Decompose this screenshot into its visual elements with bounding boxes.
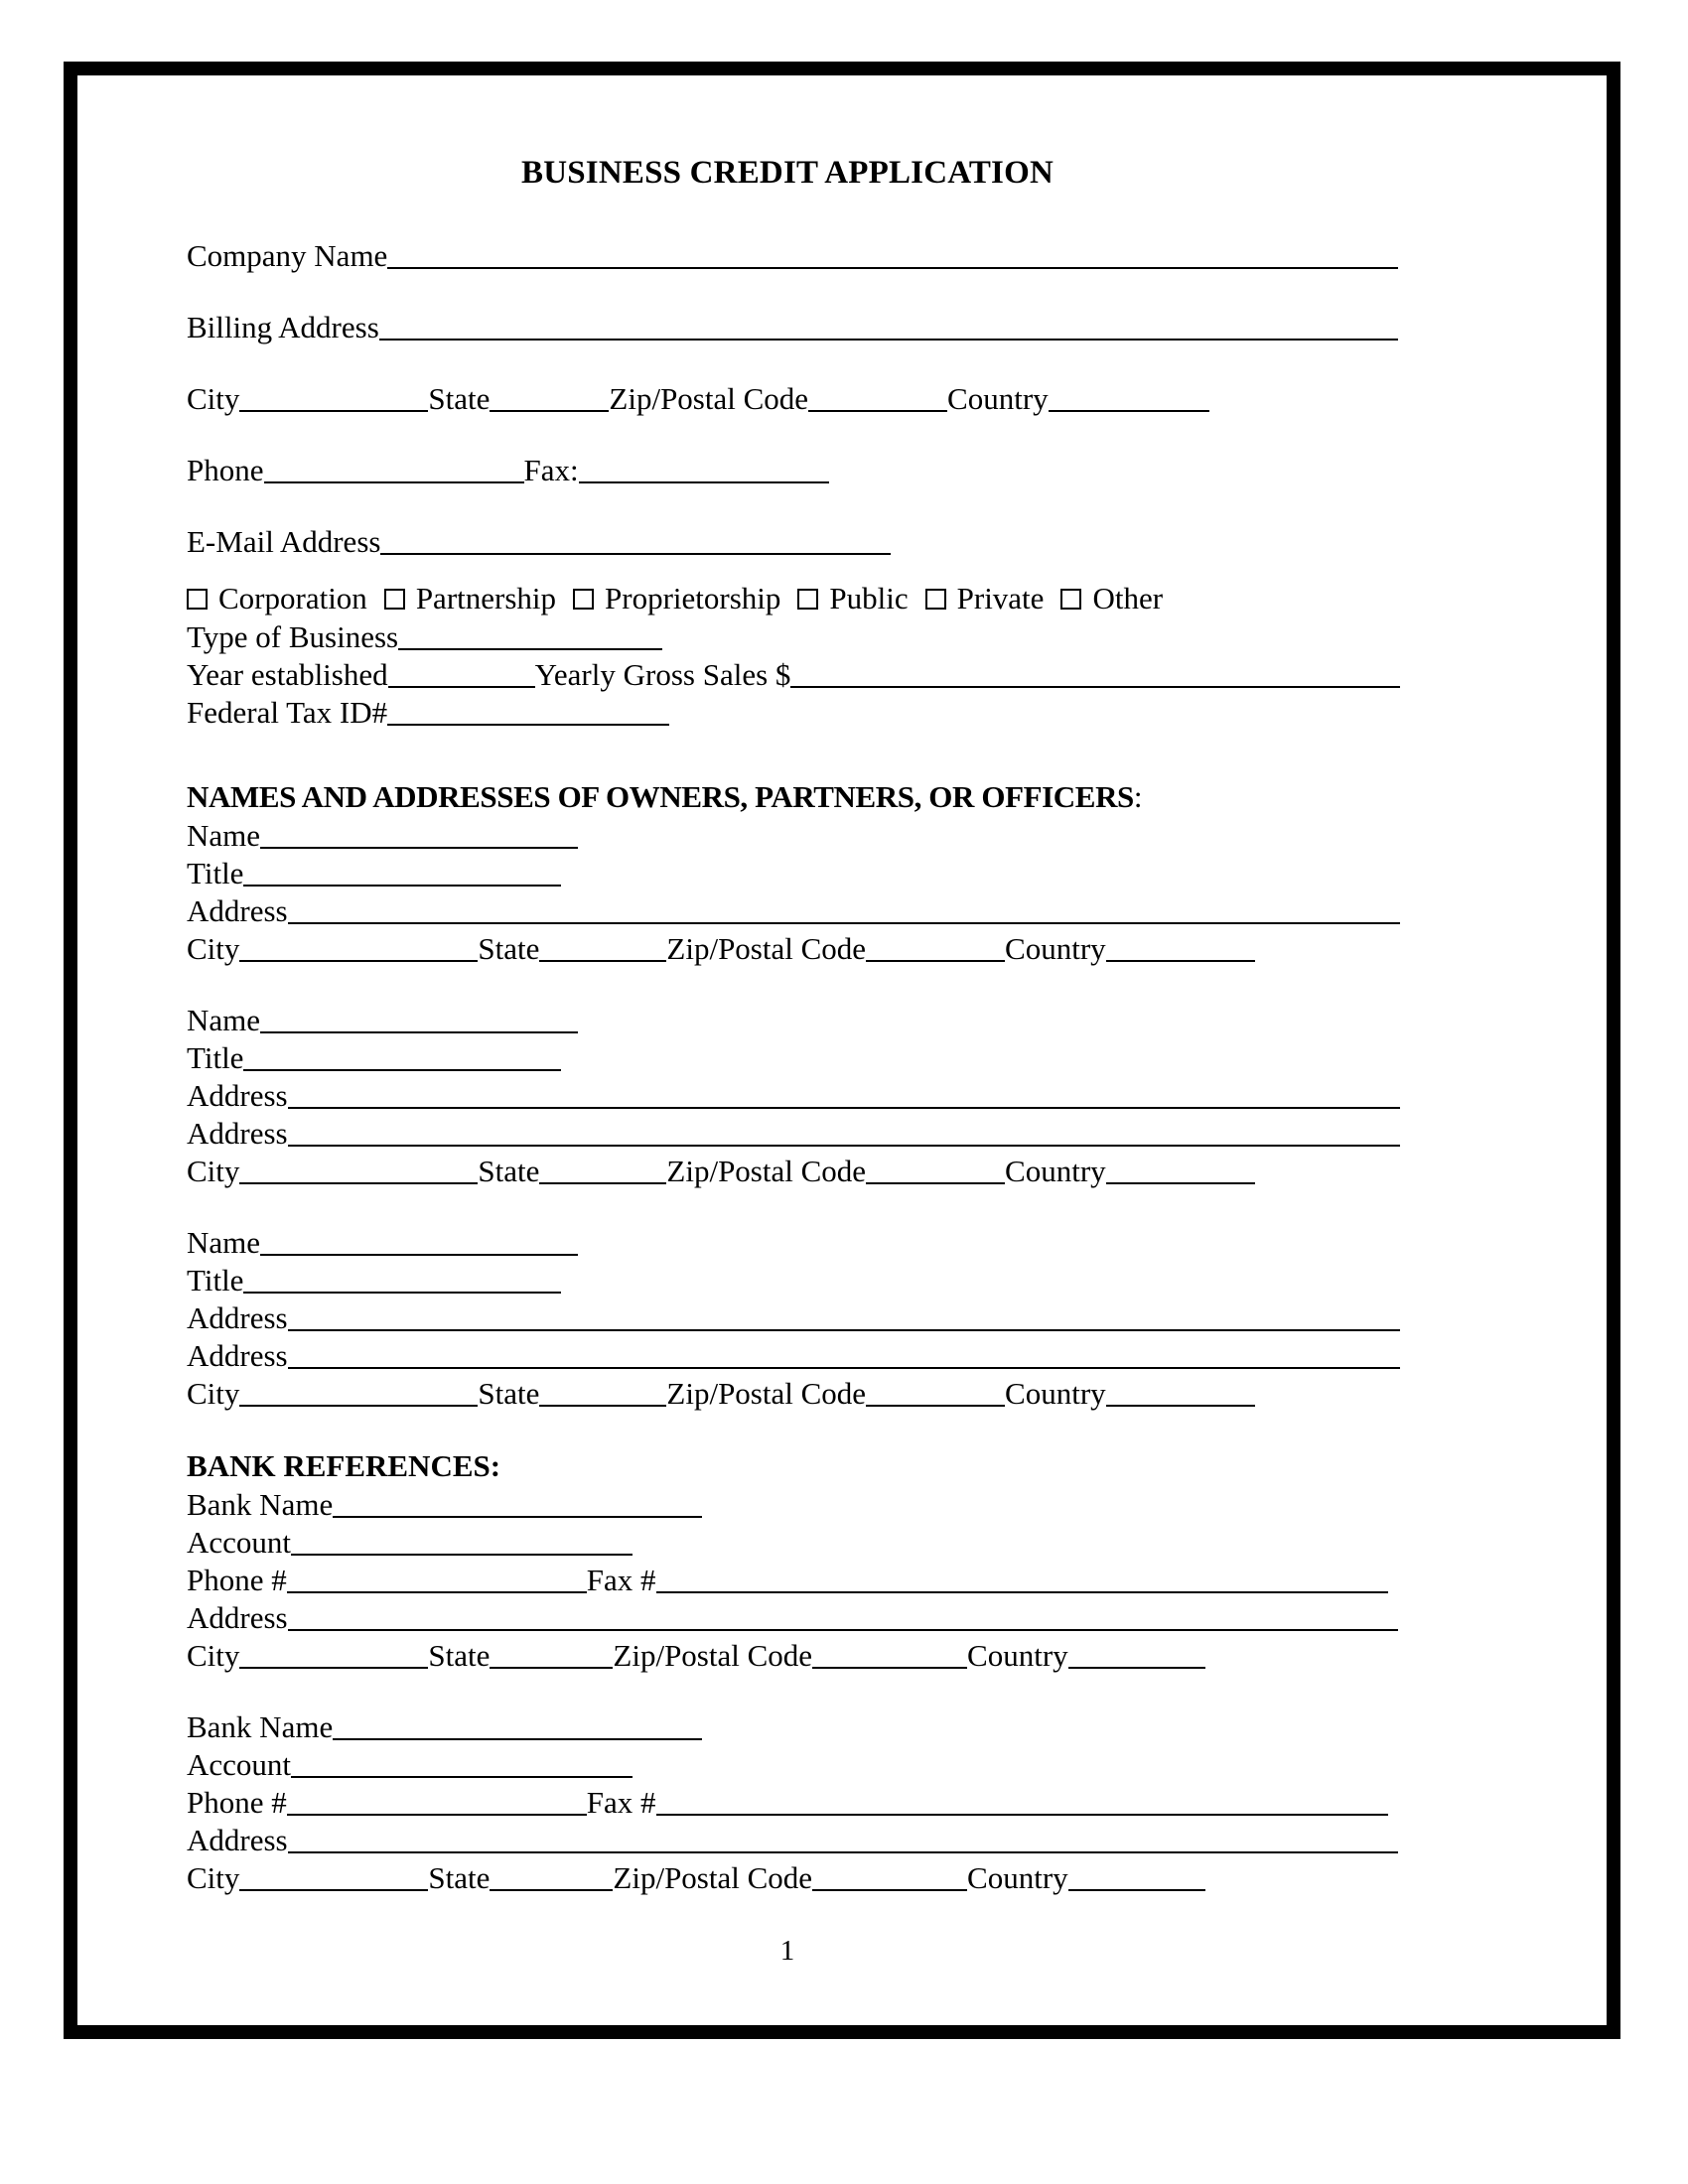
bank-phone-label: Phone # <box>187 1785 287 1820</box>
field-company-name <box>187 237 1547 275</box>
owner-city-input-line[interactable] <box>239 1379 478 1407</box>
document-body <box>187 155 1547 2025</box>
owner-city-input-line[interactable] <box>239 1157 478 1184</box>
bank-phone-input-line[interactable] <box>287 1788 587 1816</box>
bank-country-label: Country <box>967 1638 1068 1673</box>
owner-address-2-input-line[interactable] <box>288 1119 1400 1147</box>
field-bank-city-state-zip-country <box>187 1859 1547 1897</box>
field-bank-address <box>187 1822 1547 1859</box>
zip-label: Zip/Postal Code <box>609 381 809 416</box>
field-owner-address-2 <box>187 1115 1547 1153</box>
owner-title-label: Title <box>187 856 244 890</box>
owner-address-2-label: Address <box>187 1338 288 1373</box>
owner-country-label: Country <box>1005 1376 1106 1411</box>
checkbox-private-label: Private <box>956 581 1045 615</box>
field-owner-city-state-zip-country <box>187 930 1547 968</box>
owner-city-label: City <box>187 1376 240 1411</box>
country-input-line[interactable] <box>1062 384 1209 412</box>
owner-address-label: Address <box>187 893 288 928</box>
field-bank-name <box>187 1708 1547 1746</box>
bank-fax-label: Fax # <box>586 1563 656 1597</box>
owner-address-2-label: Address <box>187 1116 288 1151</box>
field-bank-name <box>187 1486 1547 1524</box>
field-owner-name <box>187 1224 1547 1262</box>
owner-block <box>187 1224 1547 1413</box>
field-owner-name <box>187 1002 1547 1039</box>
email-label: E-Mail Address <box>187 524 381 559</box>
field-company-phone-fax <box>187 452 1547 489</box>
bank-zip-input-line[interactable] <box>812 1863 967 1891</box>
owner-country-input-line[interactable] <box>1120 1379 1255 1407</box>
bank-address-label: Address <box>187 1823 288 1857</box>
field-owner-address <box>187 1299 1547 1337</box>
state-label: State <box>428 381 491 416</box>
owner-address-input-line[interactable] <box>288 1303 1400 1331</box>
checkbox-public[interactable] <box>797 589 818 610</box>
owner-title-input-line[interactable] <box>257 1043 561 1071</box>
bank-country-label: Country <box>967 1860 1068 1895</box>
owner-zip-label: Zip/Postal Code <box>666 1154 867 1188</box>
owner-zip-label: Zip/Postal Code <box>666 931 867 966</box>
bank-references-heading: BANK REFERENCES: <box>187 1448 501 1483</box>
bank-fax-input-line[interactable] <box>656 1788 1389 1816</box>
billing-address-label: Billing Address <box>187 310 379 344</box>
bank-phone-label: Phone # <box>187 1563 287 1597</box>
bank-name-input-line[interactable] <box>347 1712 702 1740</box>
state-input-line[interactable] <box>490 384 609 412</box>
owner-name-input-line[interactable] <box>260 1228 578 1256</box>
email-input-line[interactable] <box>394 527 891 555</box>
checkbox-other-label: Other <box>1092 581 1164 615</box>
owner-state-input-line[interactable] <box>539 934 666 962</box>
bank-state-label: State <box>428 1638 491 1673</box>
owner-zip-input-line[interactable] <box>866 1157 1005 1184</box>
owners-heading-text: NAMES AND ADDRESSES OF OWNERS, PARTNERS, OR OFFICERS <box>187 779 1134 814</box>
zip-input-line[interactable] <box>808 384 947 412</box>
field-year-established-gross-sales <box>187 656 1547 694</box>
bank-address-label: Address <box>187 1600 288 1635</box>
bank-city-label: City <box>187 1860 240 1895</box>
owner-state-input-line[interactable] <box>539 1157 666 1184</box>
field-company-city-state-zip-country <box>187 380 1547 418</box>
owner-state-input-line[interactable] <box>539 1379 666 1407</box>
bank-zip-input-line[interactable] <box>812 1641 967 1669</box>
field-type-of-business <box>187 618 1547 656</box>
bank-address-input-line[interactable] <box>288 1826 1398 1853</box>
owner-name-input-line[interactable] <box>260 821 578 849</box>
owner-zip-input-line[interactable] <box>866 934 1005 962</box>
field-owner-title <box>187 1039 1547 1077</box>
bank-phone-input-line[interactable] <box>287 1566 587 1593</box>
owner-name-label: Name <box>187 1225 261 1260</box>
bank-state-input-line[interactable] <box>490 1863 613 1891</box>
bank-reference-block <box>187 1708 1547 1897</box>
city-label: City <box>187 381 240 416</box>
owner-name-label: Name <box>187 1003 261 1037</box>
checkbox-proprietorship-label: Proprietorship <box>605 581 781 615</box>
field-bank-phone-fax <box>187 1784 1547 1822</box>
bank-account-input-line[interactable] <box>305 1750 633 1778</box>
owner-title-label: Title <box>187 1040 244 1075</box>
owner-address-input-line[interactable] <box>288 896 1400 924</box>
field-bank-city-state-zip-country <box>187 1637 1547 1675</box>
owners-heading-colon: : <box>1133 779 1143 814</box>
checkbox-proprietorship[interactable] <box>573 589 594 610</box>
owner-address-label: Address <box>187 1300 288 1335</box>
field-federal-tax-id <box>187 694 1547 732</box>
bank-zip-label: Zip/Postal Code <box>613 1860 813 1895</box>
bank-name-label: Bank Name <box>187 1709 334 1744</box>
owner-title-input-line[interactable] <box>257 1266 561 1294</box>
fax-input-line[interactable] <box>579 456 829 483</box>
field-bank-phone-fax <box>187 1562 1547 1599</box>
billing-address-input-line[interactable] <box>395 313 1398 341</box>
business-type-options <box>187 579 1547 618</box>
yearly-gross-sales-label: Yearly Gross Sales $ <box>534 657 791 692</box>
owner-zip-input-line[interactable] <box>866 1379 1005 1407</box>
field-owner-address <box>187 1077 1547 1115</box>
checkbox-public-label: Public <box>829 581 909 615</box>
bank-name-input-line[interactable] <box>347 1490 702 1518</box>
checkbox-corporation[interactable] <box>187 589 208 610</box>
field-bank-address <box>187 1599 1547 1637</box>
bank-name-label: Bank Name <box>187 1487 334 1522</box>
field-company-email <box>187 523 1547 561</box>
checkbox-corporation-label: Corporation <box>218 581 367 615</box>
bank-state-input-line[interactable] <box>490 1641 613 1669</box>
country-label: Country <box>947 381 1049 416</box>
bank-account-label: Account <box>187 1525 292 1560</box>
owner-address-2-input-line[interactable] <box>288 1341 1400 1369</box>
bank-country-input-line[interactable] <box>1082 1863 1205 1891</box>
owner-block <box>187 1002 1547 1190</box>
owner-zip-label: Zip/Postal Code <box>666 1376 867 1411</box>
document-page-border <box>64 62 1620 2039</box>
checkbox-partnership-label: Partnership <box>415 581 557 615</box>
phone-label: Phone <box>187 453 264 487</box>
checkbox-partnership[interactable] <box>384 589 405 610</box>
owners-section-heading <box>187 777 1547 817</box>
bank-fax-input-line[interactable] <box>656 1566 1389 1593</box>
bank-city-input-line[interactable] <box>239 1641 428 1669</box>
fax-label: Fax: <box>523 453 579 487</box>
bank-account-input-line[interactable] <box>305 1528 633 1556</box>
owner-city-input-line[interactable] <box>239 934 478 962</box>
checkbox-other[interactable] <box>1060 589 1081 610</box>
owner-address-input-line[interactable] <box>288 1081 1400 1109</box>
year-established-label: Year established <box>187 657 388 692</box>
federal-tax-id-input-line[interactable] <box>387 698 669 726</box>
page-title: BUSINESS CREDIT APPLICATION <box>521 155 1054 191</box>
field-bank-account <box>187 1746 1547 1784</box>
owner-city-label: City <box>187 931 240 966</box>
company-name-input-line[interactable] <box>403 241 1398 269</box>
company-name-label: Company Name <box>187 238 388 273</box>
owner-state-label: State <box>478 1154 540 1188</box>
field-owner-city-state-zip-country <box>187 1153 1547 1190</box>
owner-state-label: State <box>478 1376 540 1411</box>
field-billing-address <box>187 309 1547 346</box>
field-owner-city-state-zip-country <box>187 1375 1547 1413</box>
checkbox-private[interactable] <box>925 589 946 610</box>
bank-address-input-line[interactable] <box>288 1603 1398 1631</box>
field-bank-account <box>187 1524 1547 1562</box>
field-owner-name <box>187 817 1547 855</box>
owner-state-label: State <box>478 931 540 966</box>
yearly-gross-sales-input-line[interactable] <box>804 660 1400 688</box>
owner-city-label: City <box>187 1154 240 1188</box>
bank-city-input-line[interactable] <box>239 1863 428 1891</box>
field-owner-address <box>187 892 1547 930</box>
bank-zip-label: Zip/Postal Code <box>613 1638 813 1673</box>
owner-name-label: Name <box>187 818 261 853</box>
bank-country-input-line[interactable] <box>1082 1641 1205 1669</box>
owner-name-input-line[interactable] <box>260 1006 578 1033</box>
type-of-business-input-line[interactable] <box>412 622 662 650</box>
owner-country-input-line[interactable] <box>1120 934 1255 962</box>
owner-country-input-line[interactable] <box>1120 1157 1255 1184</box>
city-input-line[interactable] <box>239 384 428 412</box>
phone-input-line[interactable] <box>264 456 524 483</box>
owner-country-label: Country <box>1005 931 1106 966</box>
bank-state-label: State <box>428 1860 491 1895</box>
field-owner-title <box>187 1262 1547 1299</box>
year-established-input-line[interactable] <box>388 660 535 688</box>
field-owner-address-2 <box>187 1337 1547 1375</box>
bank-city-label: City <box>187 1638 240 1673</box>
owner-country-label: Country <box>1005 1154 1106 1188</box>
bank-account-label: Account <box>187 1747 292 1782</box>
bank-reference-block <box>187 1486 1547 1675</box>
type-of-business-label: Type of Business <box>187 619 399 654</box>
federal-tax-id-label: Federal Tax ID# <box>187 695 388 730</box>
bank-fax-label: Fax # <box>586 1785 656 1820</box>
owner-address-label: Address <box>187 1078 288 1113</box>
owner-title-label: Title <box>187 1263 244 1297</box>
field-owner-title <box>187 855 1547 892</box>
owner-block <box>187 817 1547 968</box>
page-number: 1 <box>779 1935 795 1967</box>
owner-title-input-line[interactable] <box>257 859 561 887</box>
